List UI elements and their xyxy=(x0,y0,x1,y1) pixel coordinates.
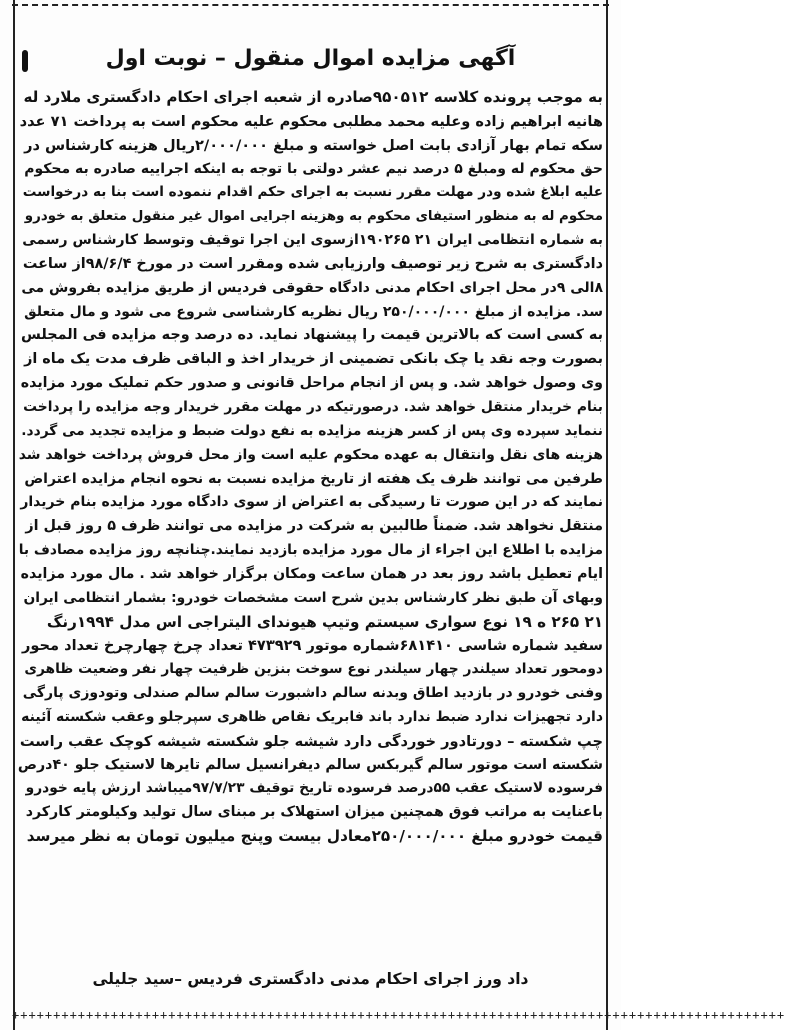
notice-line: بنام خریدار منتقل خواهد شد. درصورتیکه در مهلت مقرر خریدار وجه مزایده را پرداخت xyxy=(23,398,603,415)
notice-line: ایام تعطیل باشد روز بعد در همان ساعت ومکان برگزار خواهد شد . مال مورد مزایده xyxy=(20,565,603,582)
notice-line: قیمت خودرو مبلغ ۲۵۰/۰۰۰/۰۰۰معادل بیست وپنج میلیون تومان به نظر میرسد xyxy=(26,827,603,846)
notice-line: دومحور تعداد سیلندر چهار سیلندر نوع سوخت بنزین ظرفیت چهار نفر وضعیت ظاهری xyxy=(24,661,603,678)
notice-line: باعنایت به مراتب فوق همچنین میزان استهلاک بر مبنای سال تولید وکیلومتر کارکرد xyxy=(25,804,603,821)
notice-line: منتقل نخواهد شد. ضمناً طالبین به شرکت در مزایده می توانند ظرف ۵ روز قبل از xyxy=(25,518,603,535)
notice-line: به موجب پرونده کلاسه ۹۵۰۵۱۲صادره از شعبه اجرای احکام دادگستری ملارد له xyxy=(23,88,603,106)
notice-line: هزینه های نقل وانتقال به عهده محکوم علیه است واز محل فروش پرداخت خواهد شد xyxy=(18,446,603,463)
notice-line: علیه ابلاغ شده ودر مهلت مقرر نسبت به اجرای حکم اقدام ننموده است بنا به درخواست xyxy=(22,184,603,201)
notice-body xyxy=(18,86,603,849)
notice-line: دادگستری به شرح زیر توصیف وارزیابی شده ومقرر است در مورخ ۹۸/۶/۴از ساعت xyxy=(22,255,603,272)
notice-title: آگهی مزایده اموال منقول – نوبت اول xyxy=(105,46,516,71)
notice-line: وفنی خودرو در بازدید اطاق وبدنه سالم داشبورت سالم سالم صندلی وتودوزی پارگی xyxy=(22,685,603,702)
notice-line: هانیه ابراهیم زاده وعلیه محمد مطلبی محکوم علیه محکوم است به پرداخت ۷۱ عدد xyxy=(19,112,603,130)
notice-line: طرفین می توانند ظرف یک هفته از تاریخ مزایده نسبت به نحوه انجام مزایده اعتراض xyxy=(24,470,603,487)
notice-line: مزایده با اطلاع این اجراء از مال مورد مزایده بازدید نمایند.چنانچه روز مزایده مصادف با xyxy=(18,542,603,559)
notice-line: چپ شکسته – دورتادور خوردگی دارد شیشه جلو شکسته شیشه کوچک عقب راست xyxy=(19,732,603,750)
notice-line: ننماید سپرده وی پس از کسر هزینه مزایده به نفع دولت ضبط و مزایده تجدید می گردد. xyxy=(21,422,603,439)
notice-line: دارد تجهیزات ندارد ضبط ندارد باند فابریک نقاص ظاهری سپرجلو وعقب شکسته آئینه xyxy=(21,708,603,725)
notice-line: نمایند که در این صورت تا رسیدگی به اعتراض از سوی دادگاه مورد مزایده بنام خریدار xyxy=(20,494,603,511)
notice-line: به شماره انتظامی ایران ۲۱ ۱۹۰۲۶۵ازسوی این اجرا توقیف وتوسط کارشناس رسمی xyxy=(22,232,603,249)
notice-line: سد. مزایده از مبلغ ۲۵۰/۰۰۰/۰۰۰ ریال نظریه کارشناسی شروع می شود و مال متعلق xyxy=(24,303,603,320)
notice-line: شکسته است موتور سالم گیربکس سالم دیفرانسیل سالم تایرها لاستیک جلو ۴۰درص xyxy=(17,756,603,773)
notice-line: ۸الی ۹در محل اجرای احکام مدنی دادگاه حقوقی فردیس از طریق مزایده بفروش می xyxy=(21,279,603,296)
notice-line: فرسوده لاستیک عقب ۵۵درصد فرسوده تاریخ توقیف ۹۷/۷/۲۳میباشد ارزش پایه خودرو xyxy=(25,780,603,797)
left-border xyxy=(3,0,15,1030)
notice-line: ۲۱ ۲۶۵ ه ۱۹ نوع سواری سیستم وتیپ هیوندای الیتراجی اس مدل ۱۹۹۴رنگ xyxy=(46,612,603,631)
notice-line: بصورت وجه نقد یا چک بانکی تضمینی از خریدار اخذ و الباقی ظرف مدت یک ماه از xyxy=(24,351,603,368)
right-border xyxy=(606,0,618,1030)
notice-line: سکه تمام بهار آزادی بابت اصل خواسته و مبلغ ۲/۰۰۰/۰۰۰ریال هزینه کارشناس در xyxy=(24,136,603,154)
notice-line: حق محکوم له ومبلغ ۵ درصد نیم عشر دولتی با توجه به اینکه اجراییه صادره به محکوم xyxy=(24,160,603,177)
notice-line: محکوم له به منظور استیفای محکوم به وهزینه اجرایی اموال غیر منقول متعلق به خودرو xyxy=(24,209,603,225)
notice-line: سفید شماره شاسی ۶۸۱۴۱۰شماره موتور ۴۷۳۹۲۹ تعداد چرخ چهارچرخ تعداد محور xyxy=(21,637,603,655)
notice-signature: داد ورز اجرای احکام مدنی دادگستری فردیس –سید جلیلی xyxy=(92,970,529,988)
bottom-border: ++++++++++++++++++++++++++++++++++++++++++++++++++++++++++++++++++++++++++++++++++++++++++++++ xyxy=(12,1008,785,1022)
notice-line: وی وصول خواهد شد. و پس از انجام مراحل قانونی و صدور حکم تملیک مورد مزایده xyxy=(20,375,603,392)
notice-line: وبهای آن طبق نظر کارشناس بدین شرح است مشخصات خودرو: بشمار انتظامی ایران xyxy=(23,589,603,606)
top-border xyxy=(12,4,609,6)
notice-line: به کسی است که بالاترین قیمت را پیشنهاد نماید. ده درصد وجه مزایده فی المجلس xyxy=(21,327,603,344)
